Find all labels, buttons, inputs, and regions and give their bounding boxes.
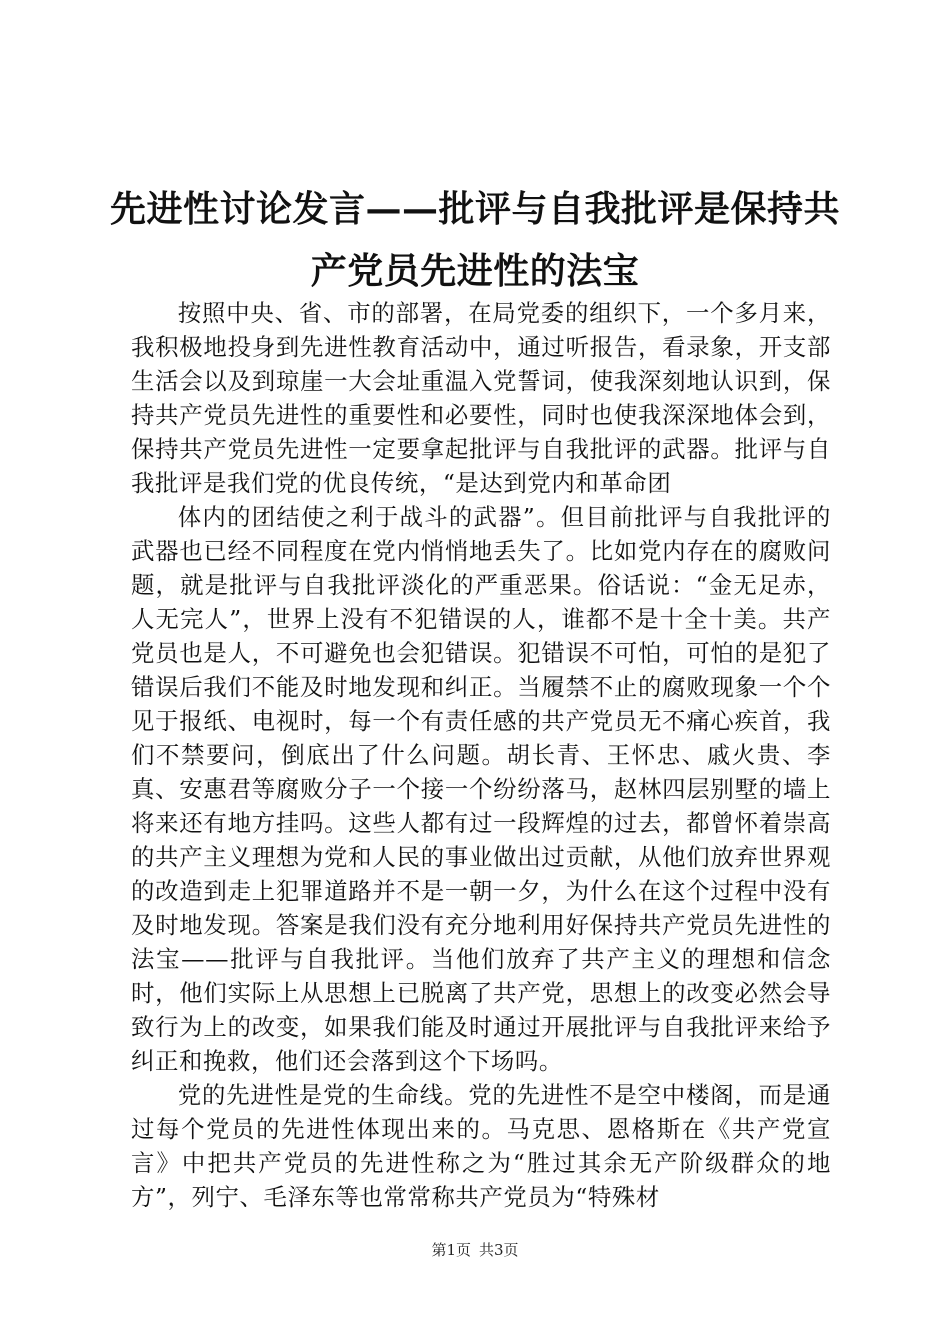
page-number: 第1页 [431,1241,471,1259]
document-title: 先进性讨论发言——批评与自我批评是保持共产党员先进性的法宝 [110,188,841,292]
paragraph-3: 党的先进性是党的生命线。党的先进性不是空中楼阁，而是通过每个党员的先进性体现出来的。马克思、恩格斯在《共产党宣言》中把共产党员的先进性称之为“胜过其余无产阶级群众的地方”，列宁、毛泽东等也常常称共产党员为“特殊材 [131,1081,831,1211]
document-body [131,296,831,1214]
page-total: 共3页 [479,1241,519,1259]
page-footer [0,1240,950,1260]
paragraph-1: 按照中央、省、市的部署，在局党委的组织下，一个多月来，我积极地投身到先进性教育活动中，通过听报告，看录象，开支部生活会以及到琼崖一大会址重温入党誓词，使我深刻地认识到，保持共产党员先进性的重要性和必要性，同时也使我深深地体会到，保持共产党员先进性一定要拿起批评与自我批评的武器。批评与自我批评是我们党的优良传统，“是达到党内和革命团 [131,299,831,497]
paragraph-2: 体内的团结使之利于战斗的武器”。但目前批评与自我批评的武器也已经不同程度在党内悄悄地丢失了。比如党内存在的腐败问题，就是批评与自我批评淡化的严重恶果。俗话说：“金无足赤，人无完人”，世界上没有不犯错误的人，谁都不是十全十美。共产党员也是人，不可避免也会犯错误。犯错误不可怕，可怕的是犯了错误后我们不能及时地发现和纠正。当履禁不止的腐败现象一个个见于报纸、电视时，每一个有责任感的共产党员无不痛心疾首，我们不禁要问，倒底出了什么问题。胡长青、王怀忠、戚火贵、李真、安惠君等腐败分子一个接一个纷纷落马，赵林四层别墅的墙上将来还有地方挂吗。这些人都有过一段辉煌的过去，都曾怀着崇高的共产主义理想为党和人民的事业做出过贡献，从他们放弃世界观的改造到走上犯罪道路并不是一朝一夕，为什么在这个过程中没有及时地发现。答案是我们没有充分地利用好保持共产党员先进性的法宝——批评与自我批评。当他们放弃了共产主义的理想和信念时，他们实际上从思想上已脱离了共产党，思想上的改变必然会导致行为上的改变，如果我们能及时通过开展批评与自我批评来给予纠正和挽救，他们还会落到这个下场吗。 [131,503,831,1075]
